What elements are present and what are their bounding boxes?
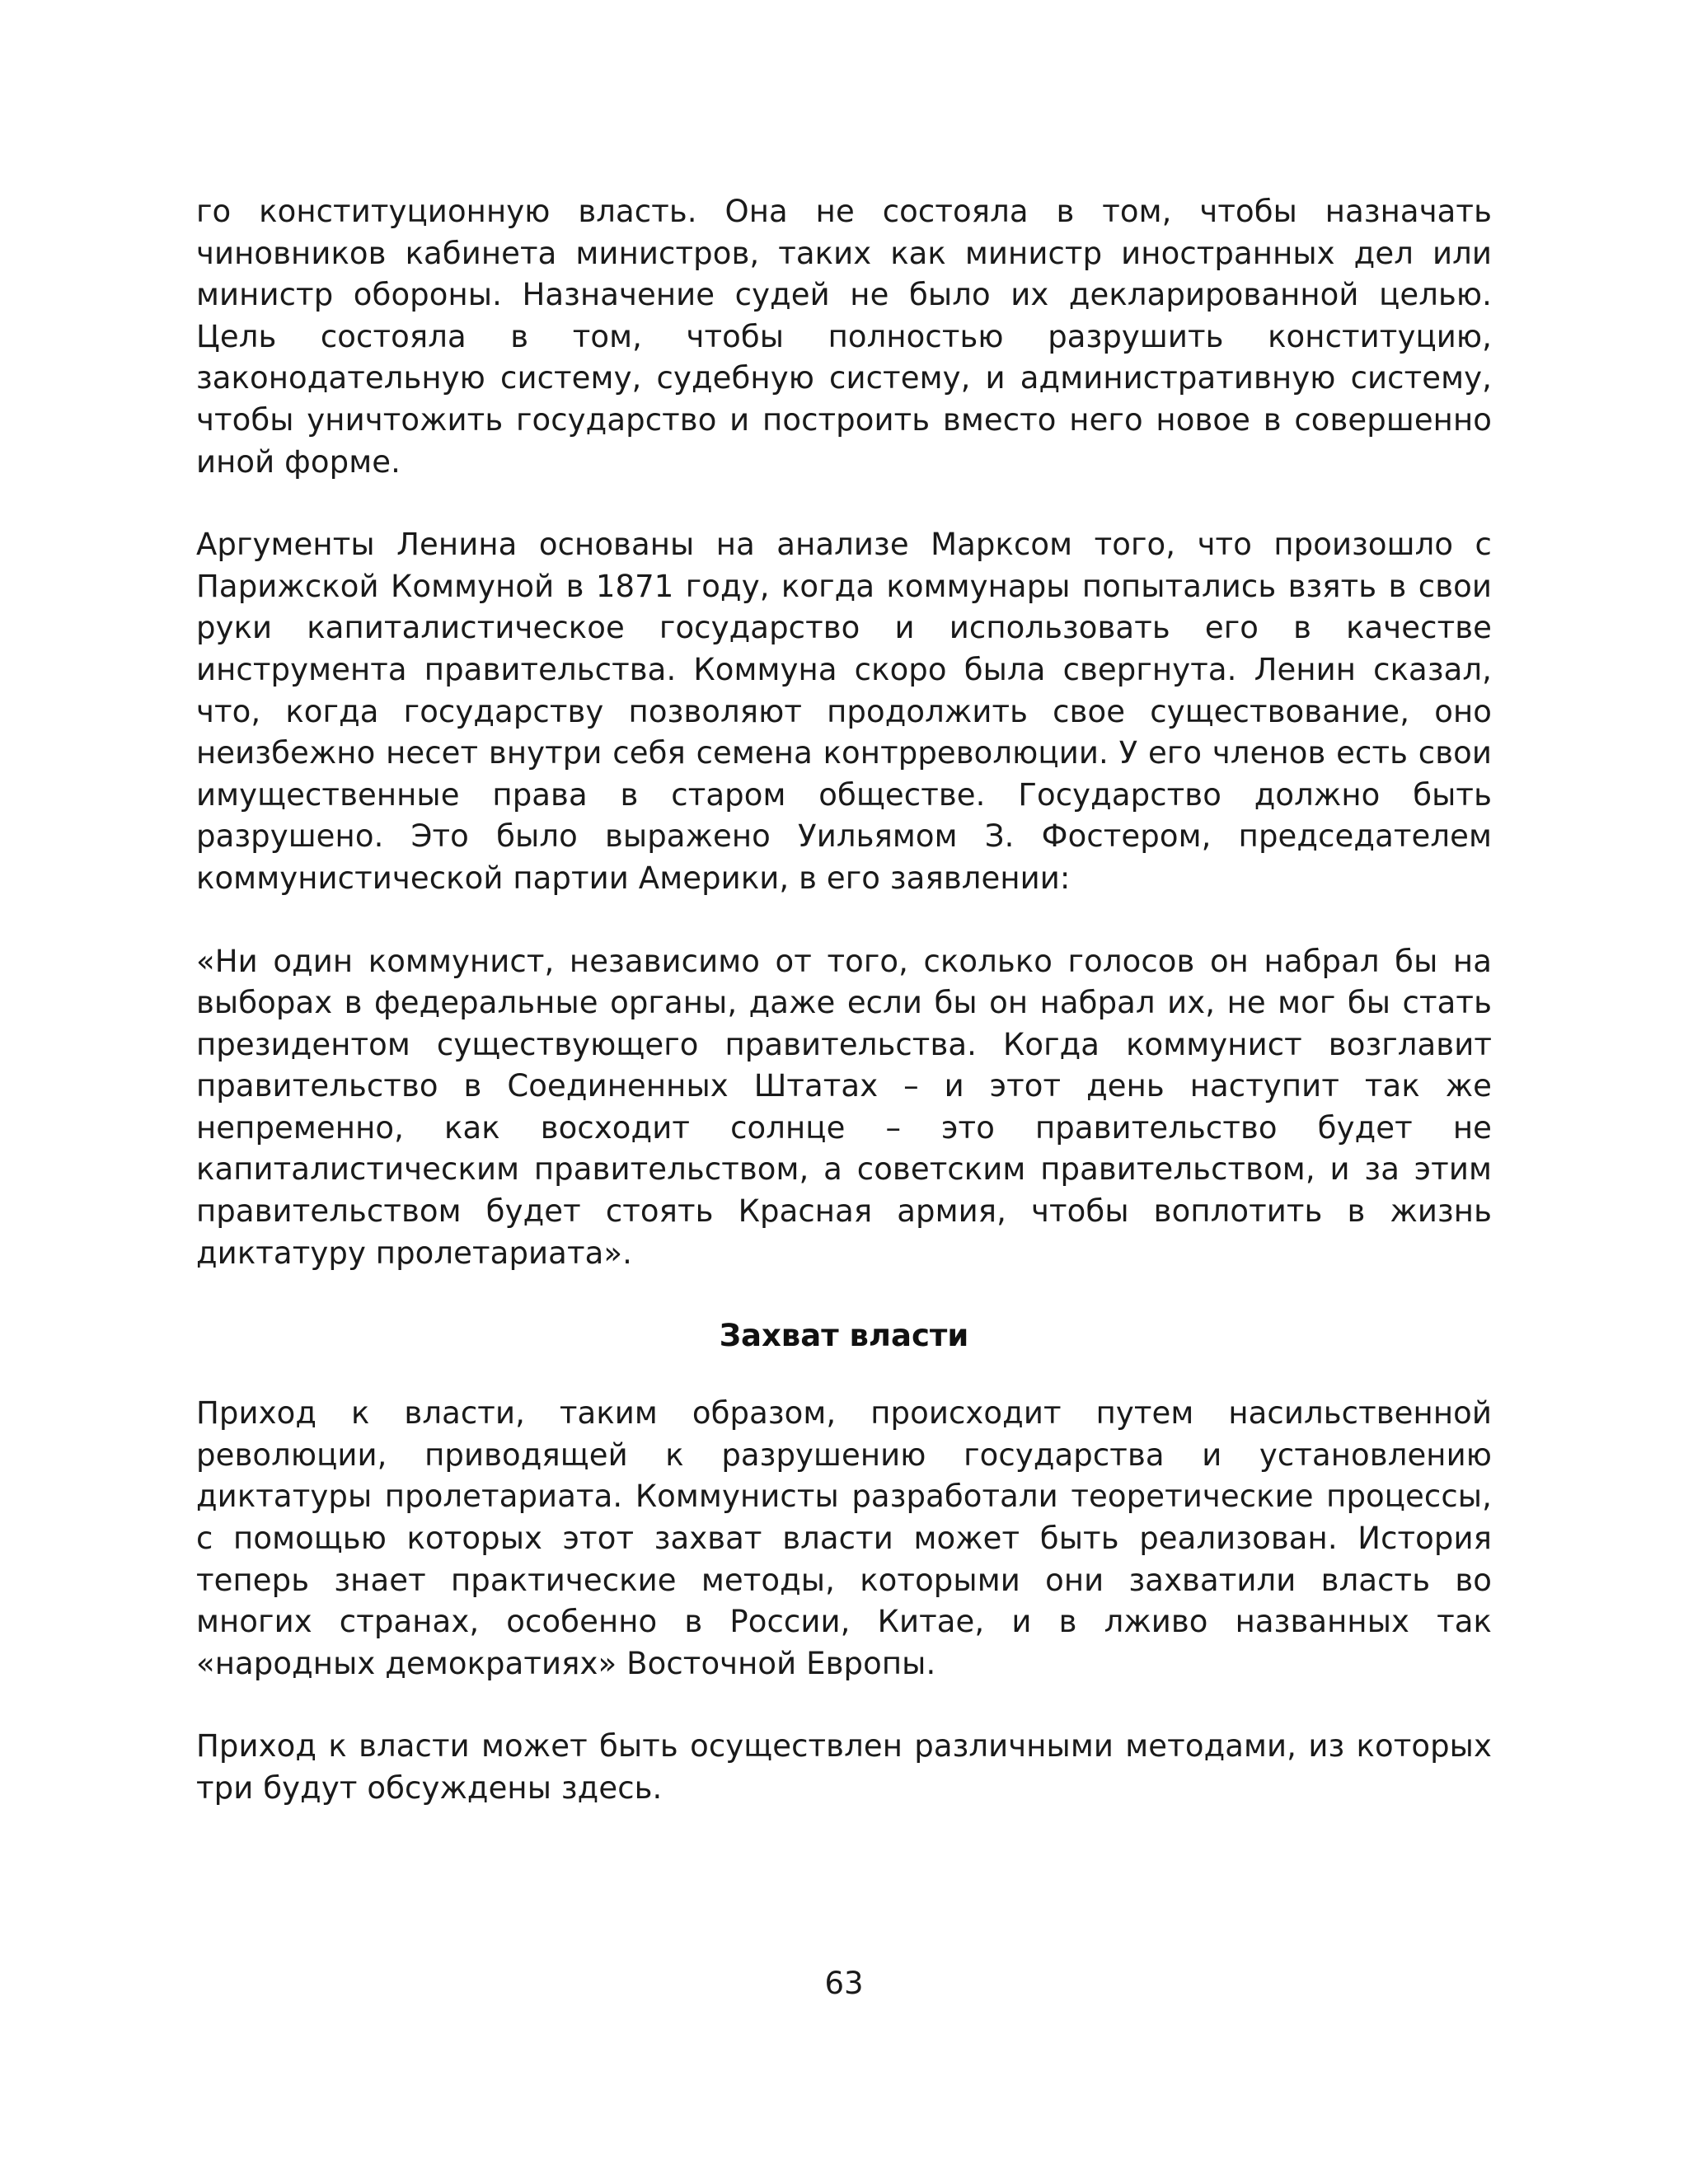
paragraph-seizure-of-power: Приход к власти, таким образом, происходит путем насильственной революции, приводящей к разрушению государства и установлению диктатуры пролетариата. Коммунисты разработали теоретические процессы, с помощью которых этот захват власти может быть реализован. История теперь знает практические методы, которыми они захватили власть во многих странах, особенно в России, Китае, и в лживо названных так «народных демократиях» Восточной Европы.	[196, 1395, 1492, 1681]
paragraph-lenin-arguments: Аргументы Ленина основаны на анализе Марксом того, что произошло с Парижской Коммуной в 1871 году, когда коммунары попытались взять в свои руки капиталистическое государство и использовать его в качестве инструмента правительства. Коммуна скоро была свергнута. Ленин сказал, что, когда государству позволяют продолжить свое существование, оно неизбежно несет внутри себя семена контрреволюции. У его членов есть свои имущественные права в старом обществе. Государство должно быть разрушено. Это было выражено Уильямом З. Фостером, председателем коммунистической партии Америки, в его заявлении:	[196, 527, 1492, 896]
text-column	[196, 191, 1492, 1810]
paragraph-constitution: го конституционную власть. Она не состояла в том, чтобы назначать чиновников кабинета министров, таких как министр иностранных дел или министр обороны. Назначение судей не было их декларированной целью. Цель состояла в том, чтобы полностью разрушить конституцию, законодательную систему, судебную систему, и административную систему, чтобы уничтожить государство и построить вместо него новое в совершенно иной форме.	[196, 194, 1492, 480]
page-number: 63	[824, 1966, 864, 2001]
section-heading: Захват власти	[719, 1318, 969, 1354]
foster-quote: «Ни один коммунист, независимо от того, сколько голосов он набрал бы на выборах в федеральные органы, даже если бы он набрал их, не мог бы стать президентом существующего правительства. Когда коммунист возглавит правительство в Соединенных Штатах – и этот день наступит так же непременно, как восходит солнце – это правительство будет не капиталистическим правительством, а советским правительством, и за этим правительством будет стоять Красная армия, чтобы воплотить в жизнь диктатуру пролетариата».	[196, 943, 1492, 1271]
paragraph-methods: Приход к власти может быть осуществлен различными методами, из которых три будут обсуждены здесь.	[196, 1728, 1492, 1806]
